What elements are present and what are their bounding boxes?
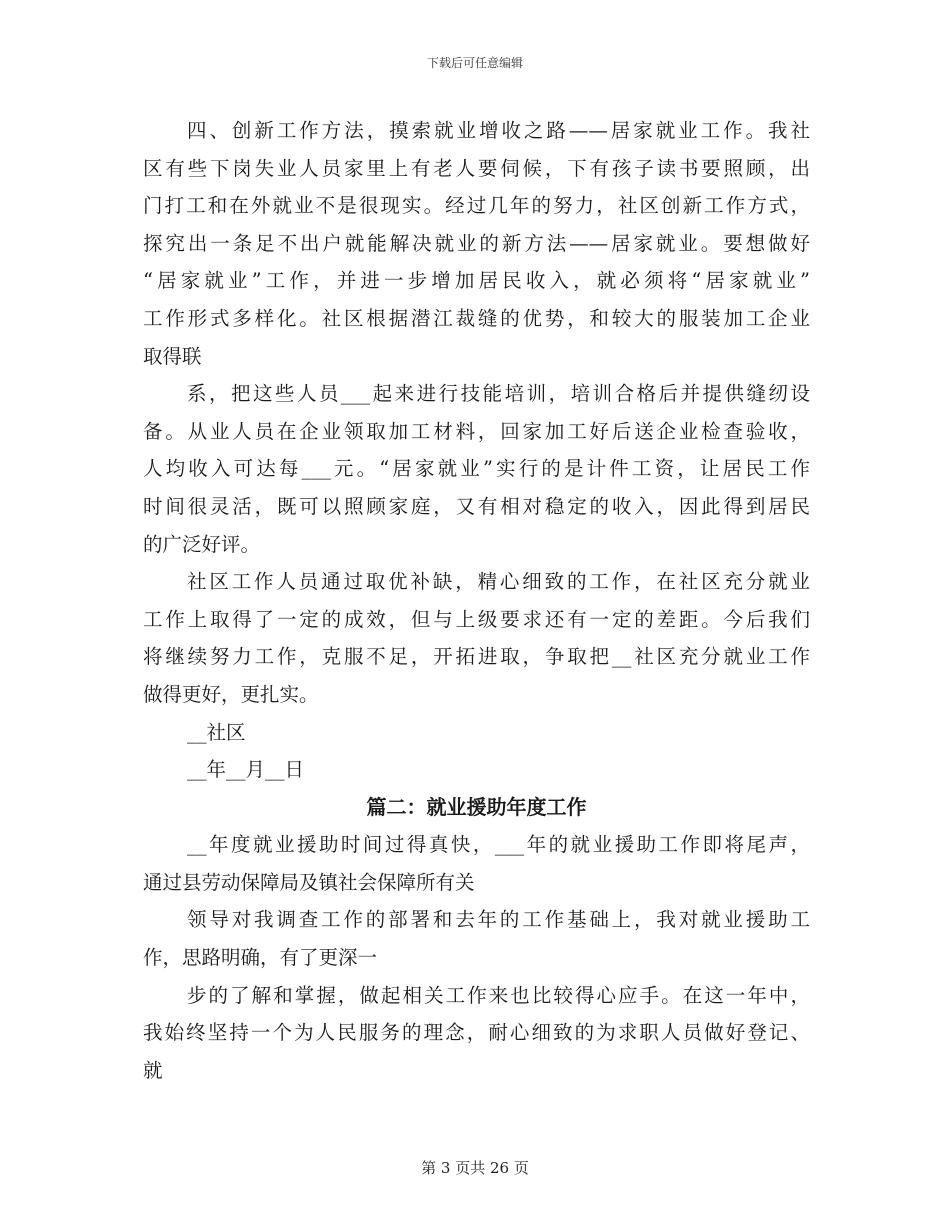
text-line: 社区工作人员通过取优补缺，精心细致的工作，在社区充分就业 <box>187 570 810 594</box>
text-line: 区有些下岗失业人员家里上有老人要伺候，下有孩子读书要照顾，出 <box>143 156 810 180</box>
text-line: 将继续努力工作，克服不足，开拓进取，争取把__社区充分就业工作 <box>143 645 810 669</box>
text-line: 领导对我调查工作的部署和去年的工作基础上，我对就业援助工 <box>187 908 810 932</box>
text-line: 工作形式多样化。社区根据潜江裁缝的优势，和较大的服装加工企业 <box>143 306 810 330</box>
text-line: 作，思路明确，有了更深一 <box>143 946 378 970</box>
text-line: 系，把这些人员___起来进行技能培训，培训合格后并提供缝纫设 <box>187 382 810 406</box>
text-line: __年__月__日 <box>187 758 305 782</box>
text-line: 的广泛好评。 <box>143 532 261 556</box>
document-body <box>143 112 810 1089</box>
text-line: 工作上取得了一定的成效，但与上级要求还有一定的差距。今后我们 <box>143 607 810 631</box>
text-line: 通过县劳动保障局及镇社会保障所有关 <box>143 870 475 894</box>
text-line: 探究出一条足不出户就能解决就业的新方法——居家就业。要想做好 <box>143 231 810 255</box>
text-line: 我始终坚持一个为人民服务的理念，耐心细致的为求职人员做好登记、 <box>143 1021 810 1045</box>
text-line: __社区 <box>187 720 246 744</box>
text-line: 取得联 <box>143 344 202 368</box>
text-line: __年度就业援助时间过得真快，___年的就业援助工作即将尾声， <box>187 833 810 857</box>
page-footer: 第 3 页共 26 页 <box>421 1159 529 1177</box>
section-heading: 篇二：就业援助年度工作 <box>366 794 587 819</box>
text-line: 步的了解和掌握，做起相关工作来也比较得心应手。在这一年中， <box>187 983 810 1007</box>
text-line: 门打工和在外就业不是很现实。经过几年的努力，社区创新工作方式， <box>143 194 810 218</box>
text-line: 就 <box>143 1058 163 1082</box>
text-line: 四、创新工作方法，摸索就业增收之路——居家就业工作。我社 <box>187 119 810 142</box>
text-line: “居家就业”工作，并进一步增加居民收入，就必须将“居家就业” <box>143 269 810 293</box>
text-line: 人均收入可达每___元。“居家就业”实行的是计件工资，让居民工作 <box>143 457 810 481</box>
page-header: 下载后可任意编辑 <box>426 56 523 70</box>
text-line: 时间很灵活，既可以照顾家庭，又有相对稳定的收入，因此得到居民 <box>143 494 810 518</box>
text-line: 做得更好，更扎实。 <box>143 682 319 706</box>
text-line: 备。从业人员在企业领取加工材料，回家加工好后送企业检查验收， <box>143 419 810 443</box>
